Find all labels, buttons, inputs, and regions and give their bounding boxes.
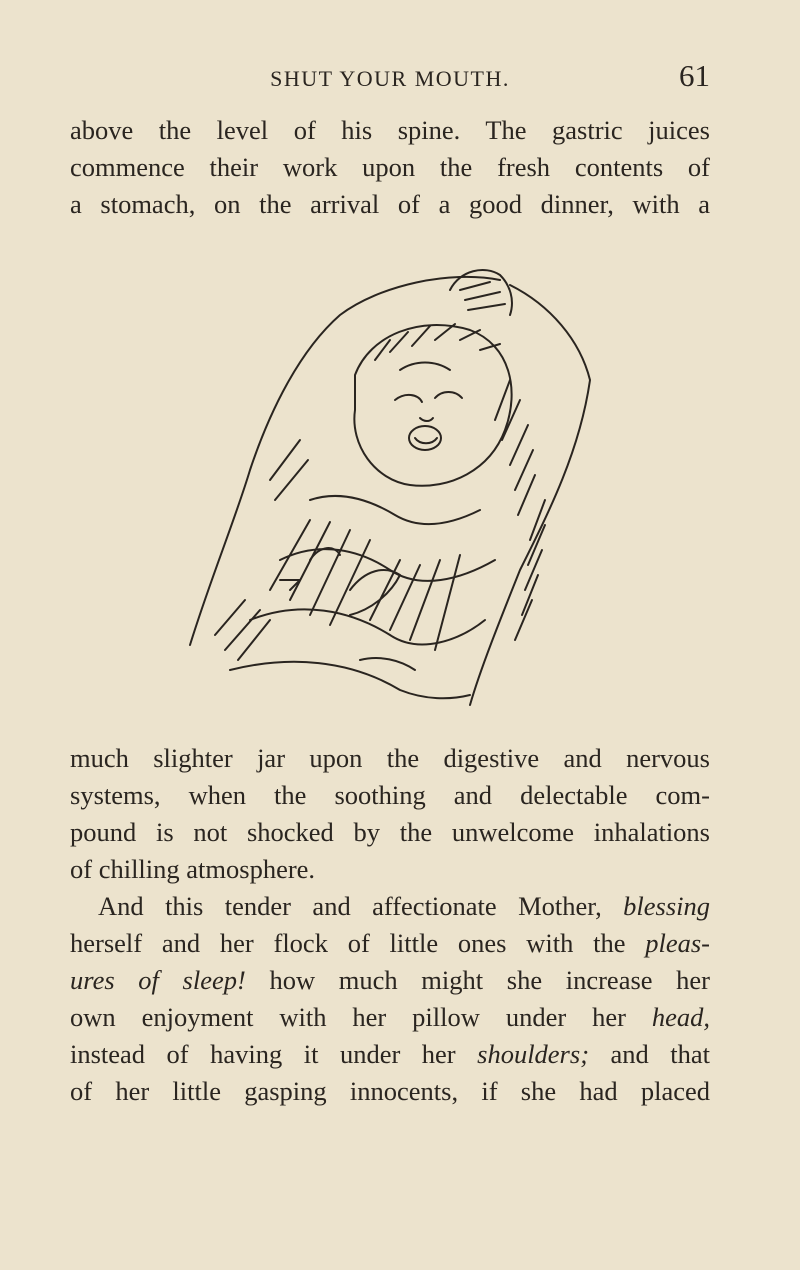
- text-line: of her little gasping innocents, if she had placed: [70, 1076, 710, 1106]
- text-segment: how much might she increase her: [269, 965, 711, 995]
- italic-segment: shoulders;: [477, 1039, 590, 1069]
- text-line: [70, 962, 710, 999]
- text-line: systems, when the soothing and delectable com-: [70, 780, 710, 810]
- italic-segment: blessing: [623, 891, 711, 921]
- running-head: SHUT YOUR MOUTH.: [270, 66, 510, 91]
- text-line: commence their work upon the fresh contents of: [70, 152, 710, 182]
- top-paragraph: [70, 112, 710, 223]
- text-line: of chilling atmosphere.: [70, 854, 316, 884]
- text-segment: own enjoyment with her pillow under her: [70, 1002, 626, 1032]
- italic-segment: pleas-: [645, 928, 710, 958]
- text-line: much slighter jar upon the digestive and nervous: [70, 743, 710, 773]
- text-segment: herself and her flock of little ones with the: [70, 928, 626, 958]
- text-line: [70, 925, 710, 962]
- text-line: [70, 1036, 710, 1073]
- text-line: pound is not shocked by the unwelcome inhalations: [70, 817, 710, 847]
- text-segment: And this tender and affectionate Mother,: [98, 891, 602, 921]
- text-segment: instead of having it under her: [70, 1039, 456, 1069]
- text-line: a stomach, on the arrival of a good dinner, with a: [70, 189, 710, 219]
- text-line: [70, 999, 710, 1036]
- sleeping-infant-illustration: [150, 260, 630, 720]
- italic-segment: head,: [651, 1002, 710, 1032]
- text-segment: and that: [610, 1039, 711, 1069]
- page-header: [70, 58, 710, 98]
- text-line: above the level of his spine. The gastric juices: [70, 115, 710, 145]
- bottom-text: [70, 740, 710, 1110]
- page-number: 61: [679, 58, 710, 93]
- italic-segment: ures of sleep!: [70, 965, 246, 995]
- text-line: [70, 888, 710, 925]
